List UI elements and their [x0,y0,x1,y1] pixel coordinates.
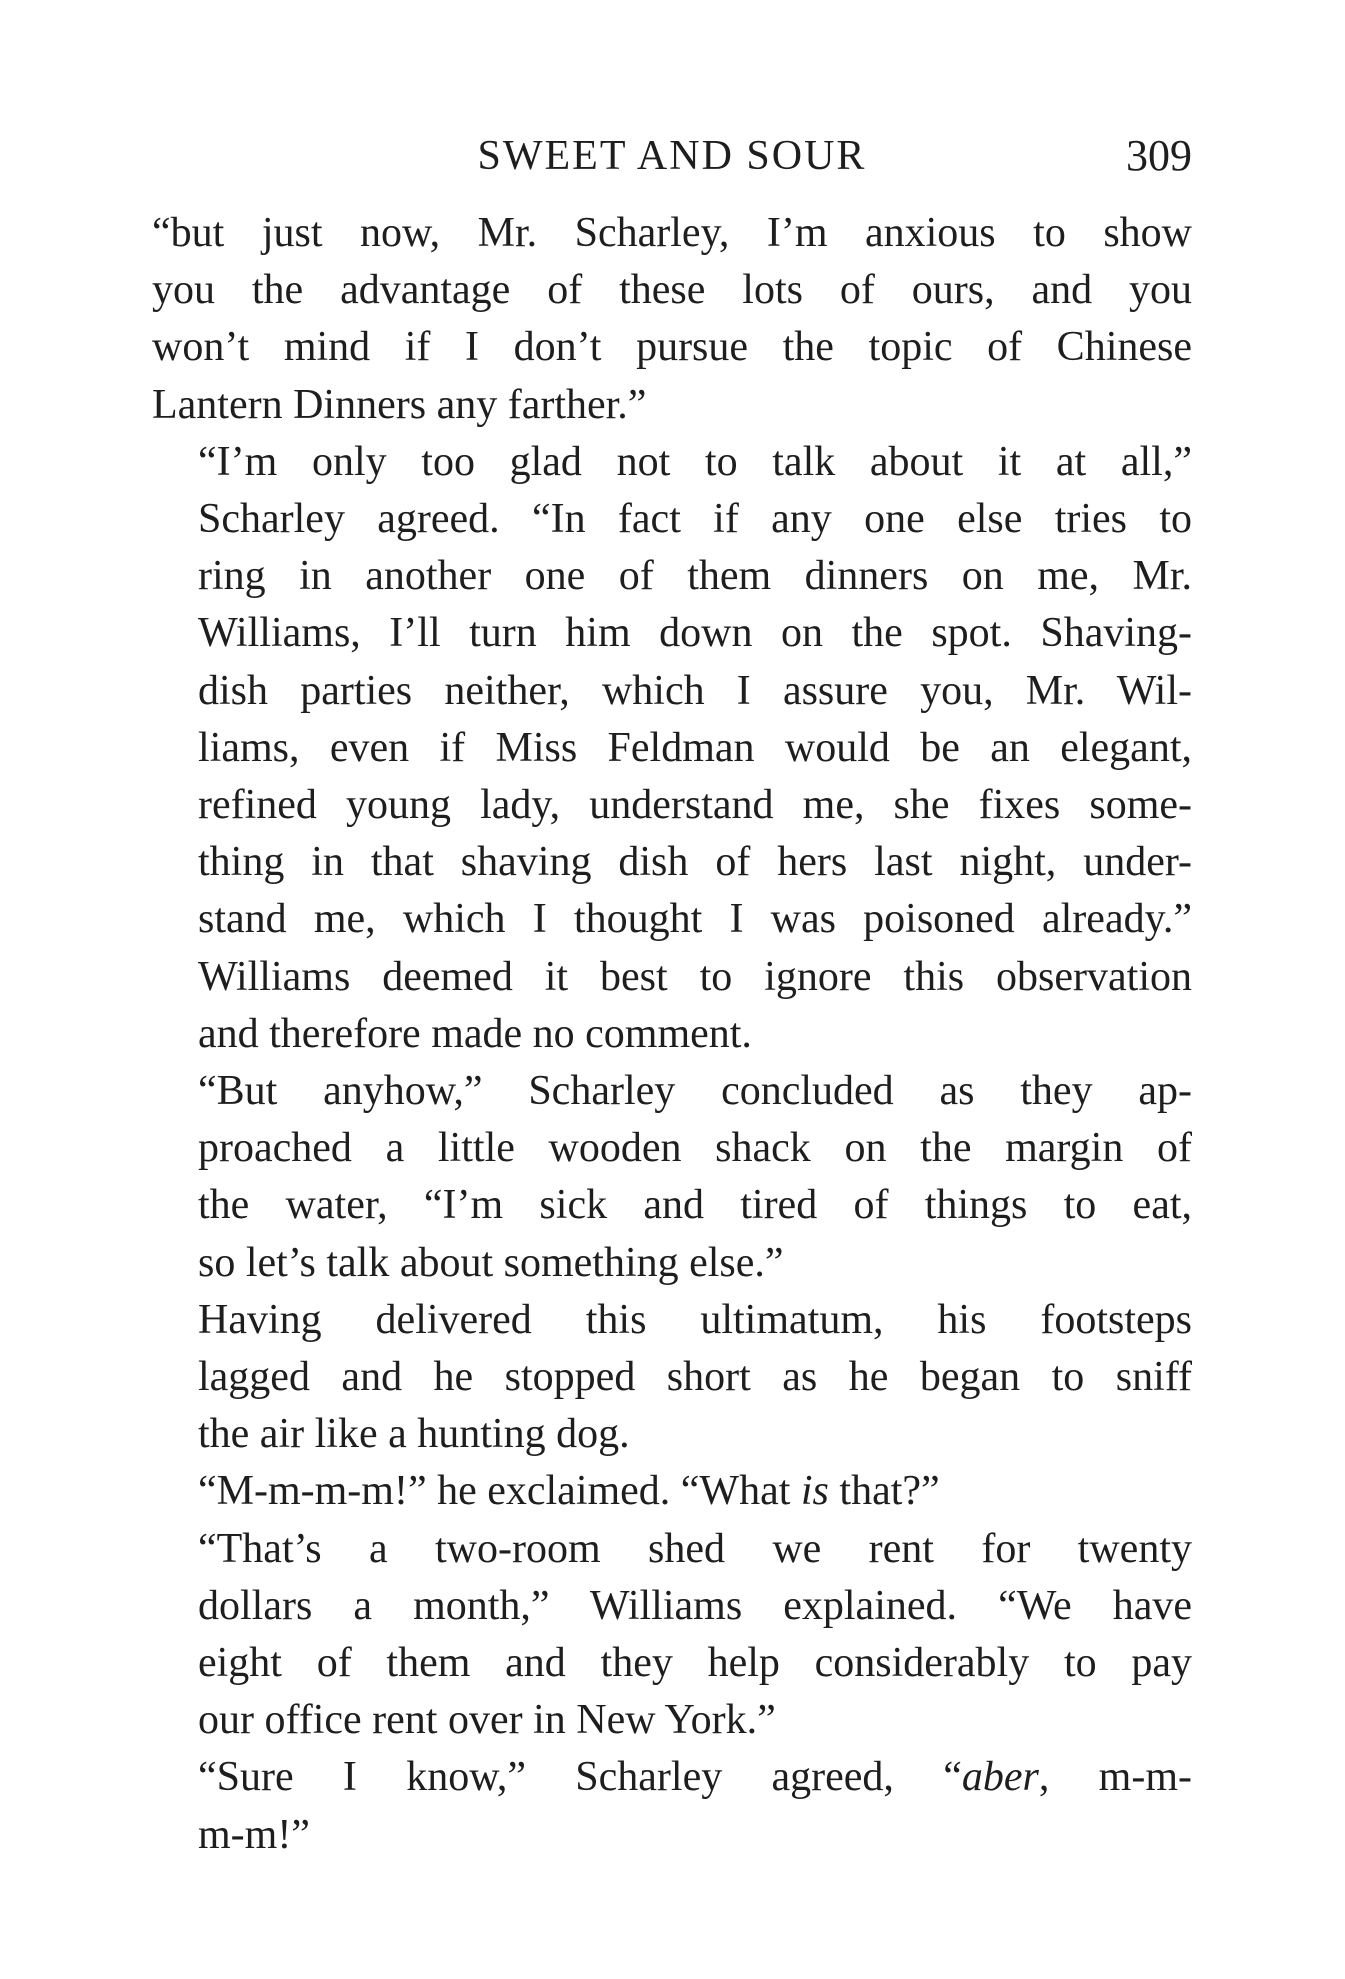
text-run: “M-m-m-m!” he exclaimed. “What [198,1468,801,1515]
text-line: won’t mind if I don’t pursue the topic of Chinese [152,324,1192,371]
text-line: “That’s a two-room shed we rent for twenty [198,1525,1192,1572]
text-line: Williams deemed it best to ignore this observation [198,953,1192,1000]
text-run: that?” [828,1468,940,1515]
text-line: m-m!” [198,1811,310,1858]
text-line: you the advantage of these lots of ours, and you [152,267,1192,314]
paragraph-8 [152,1749,1192,1863]
paragraph-3 [152,949,1192,1063]
paragraph-7 [152,1521,1192,1750]
text-line: Having delivered this ultimatum, his footsteps [198,1296,1192,1343]
text-run: “Sure I know,” Scharley agreed, “ [198,1754,962,1801]
text-line: and therefore made no comment. [198,1010,752,1057]
text-line: refined young lady, understand me, she fixes some- [198,782,1192,829]
running-head [152,126,1192,186]
text-line: liams, even if Miss Feldman would be an elegant, [198,724,1192,771]
text-line: dish parties neither, which I assure you, Mr. Wil- [198,667,1192,714]
page-number: 309 [1126,131,1192,180]
italic-run: is [800,1468,829,1515]
text-line: thing in that shaving dish of hers last night, under- [198,839,1192,886]
text-line [152,1463,1192,1520]
text-line: eight of them and they help considerably to pay [198,1640,1192,1687]
paragraph-4 [152,1063,1192,1292]
paragraph-5 [152,1292,1192,1464]
text-line: so let’s talk about something else.” [198,1239,784,1286]
paragraph-1 [152,205,1192,434]
text-line: dollars a month,” Williams explained. “We have [198,1582,1192,1629]
text-line: “but just now, Mr. Scharley, I’m anxious to show [152,210,1192,256]
paragraph-2 [152,434,1192,949]
italic-run: aber [961,1754,1039,1801]
paragraph-6 [152,1463,1192,1520]
text-line: “But anyhow,” Scharley concluded as they ap- [198,1068,1192,1115]
text-line: the water, “I’m sick and tired of things to eat, [198,1182,1192,1229]
text-line: “I’m only too glad not to talk about it at all,” [198,438,1192,485]
text-line: ring in another one of them dinners on me, Mr. [198,553,1192,600]
running-title: SWEET AND SOUR [477,133,867,179]
text-line: the air like a hunting dog. [198,1411,630,1458]
text-line: lagged and he stopped short as he began to sniff [198,1354,1192,1401]
text-line: proached a little wooden shack on the margin of [198,1125,1192,1172]
text-line: our office rent over in New York.” [198,1697,776,1744]
body-text [152,205,1192,1864]
text-run: , m-m- [1038,1754,1192,1801]
text-line [152,1749,1192,1806]
text-line: Scharley agreed. “In fact if any one else tries to [198,496,1192,543]
text-line: Williams, I’ll turn him down on the spot. Shaving- [198,610,1192,657]
text-line: Lantern Dinners any farther.” [152,381,647,428]
text-line: stand me, which I thought I was poisoned already.” [198,896,1192,943]
